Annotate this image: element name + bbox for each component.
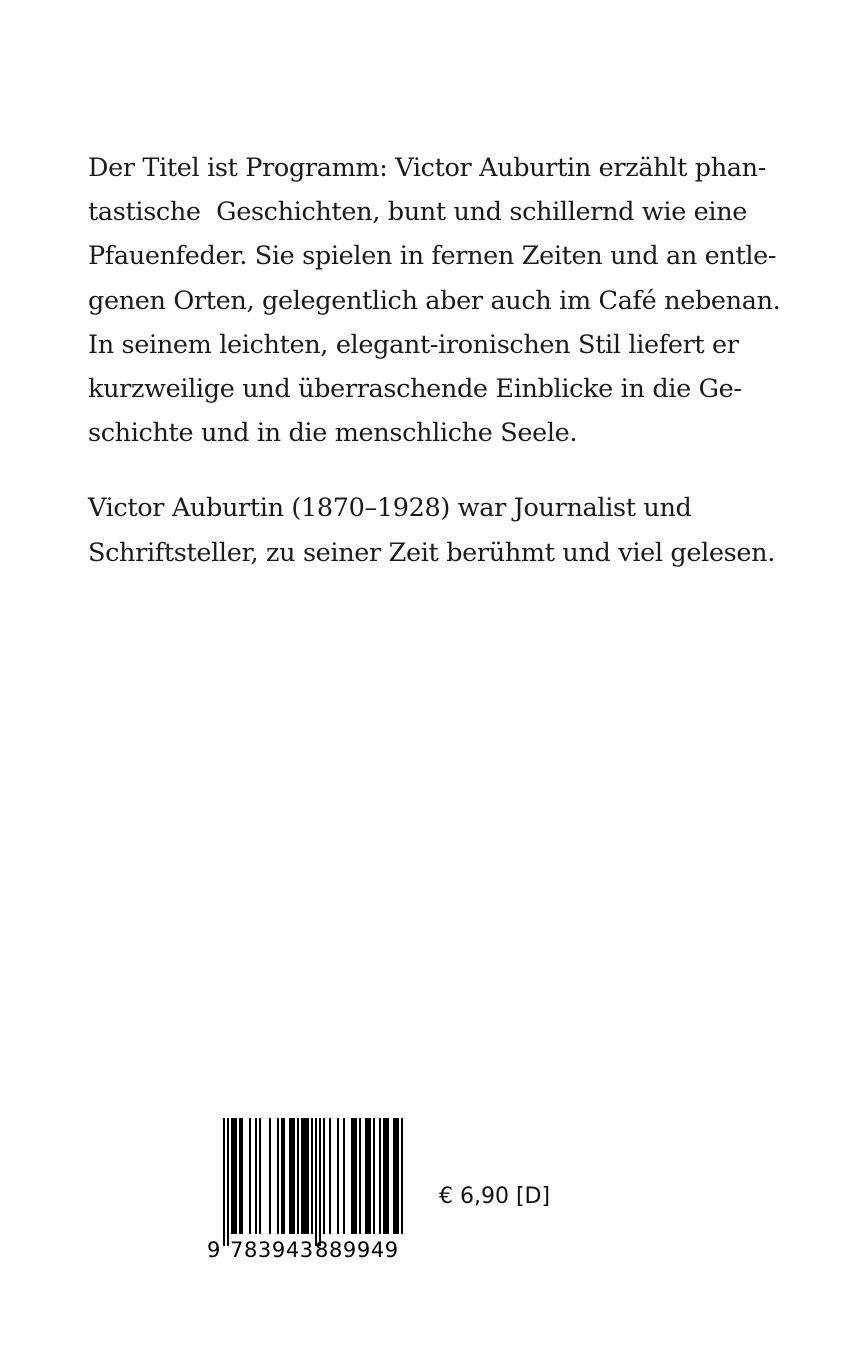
barcode-bar <box>401 1118 403 1234</box>
barcode-bar <box>277 1118 279 1234</box>
barcode-bar <box>323 1118 325 1234</box>
author-bio-line: Victor Auburtin (1870–1928) war Journalist und <box>88 493 692 524</box>
blurb-line: tastische Geschichten, bunt und schillernd wie eine <box>88 197 748 228</box>
barcode-guard-bar <box>319 1118 321 1246</box>
isbn-digits-right: 889949 <box>315 1238 399 1262</box>
paragraph-spacer <box>88 455 768 486</box>
blurb-line: Pfauenfeder. Sie spielen in fernen Zeiten und an entle- <box>88 241 777 272</box>
barcode-bar <box>343 1118 345 1234</box>
barcode-guard-bar <box>315 1118 317 1246</box>
barcode-bar <box>297 1118 299 1234</box>
barcode-bar <box>259 1118 261 1234</box>
barcode-bar <box>379 1118 381 1234</box>
price-label: € 6,90 [D] <box>439 1184 551 1209</box>
barcode-bars <box>207 1118 407 1248</box>
barcode-bar <box>281 1118 285 1234</box>
blurb-text <box>88 146 781 575</box>
barcode-bar <box>337 1118 339 1234</box>
barcode-bar <box>239 1118 243 1234</box>
barcode-bar <box>269 1118 271 1234</box>
isbn-barcode <box>207 1118 407 1268</box>
barcode-bar <box>255 1118 257 1234</box>
barcode-bar <box>359 1118 361 1234</box>
barcode-guard-bar <box>223 1118 225 1246</box>
barcode-bar <box>365 1118 371 1234</box>
barcode-bar <box>383 1118 389 1234</box>
author-bio-line: Schriftsteller, zu seiner Zeit berühmt und viel gelesen. <box>88 537 775 568</box>
isbn-digits-left: 783943 <box>230 1238 314 1262</box>
blurb-line: genen Orten, gelegentlich aber auch im Café nebenan. <box>88 285 781 316</box>
blurb-line: kurzweilige und überraschende Einblicke in die Ge- <box>88 373 742 404</box>
barcode-bar <box>373 1118 375 1234</box>
barcode-bar <box>301 1118 309 1234</box>
barcode-bar <box>249 1118 251 1234</box>
barcode-bar <box>329 1118 331 1234</box>
blurb-line: In seinem leichten, elegant-ironischen Stil liefert er <box>88 329 739 360</box>
barcode-bar <box>231 1118 237 1234</box>
barcode-bar <box>311 1118 313 1234</box>
blurb-line: schichte und in die menschliche Seele. <box>88 418 578 449</box>
barcode-guard-bar <box>227 1118 229 1246</box>
barcode-bar <box>289 1118 295 1234</box>
barcode-bar <box>351 1118 357 1234</box>
blurb-line: Der Titel ist Programm: Victor Auburtin erzählt phan- <box>88 153 766 183</box>
barcode-bar <box>393 1118 399 1234</box>
isbn-digit-prefix: 9 <box>207 1238 221 1262</box>
